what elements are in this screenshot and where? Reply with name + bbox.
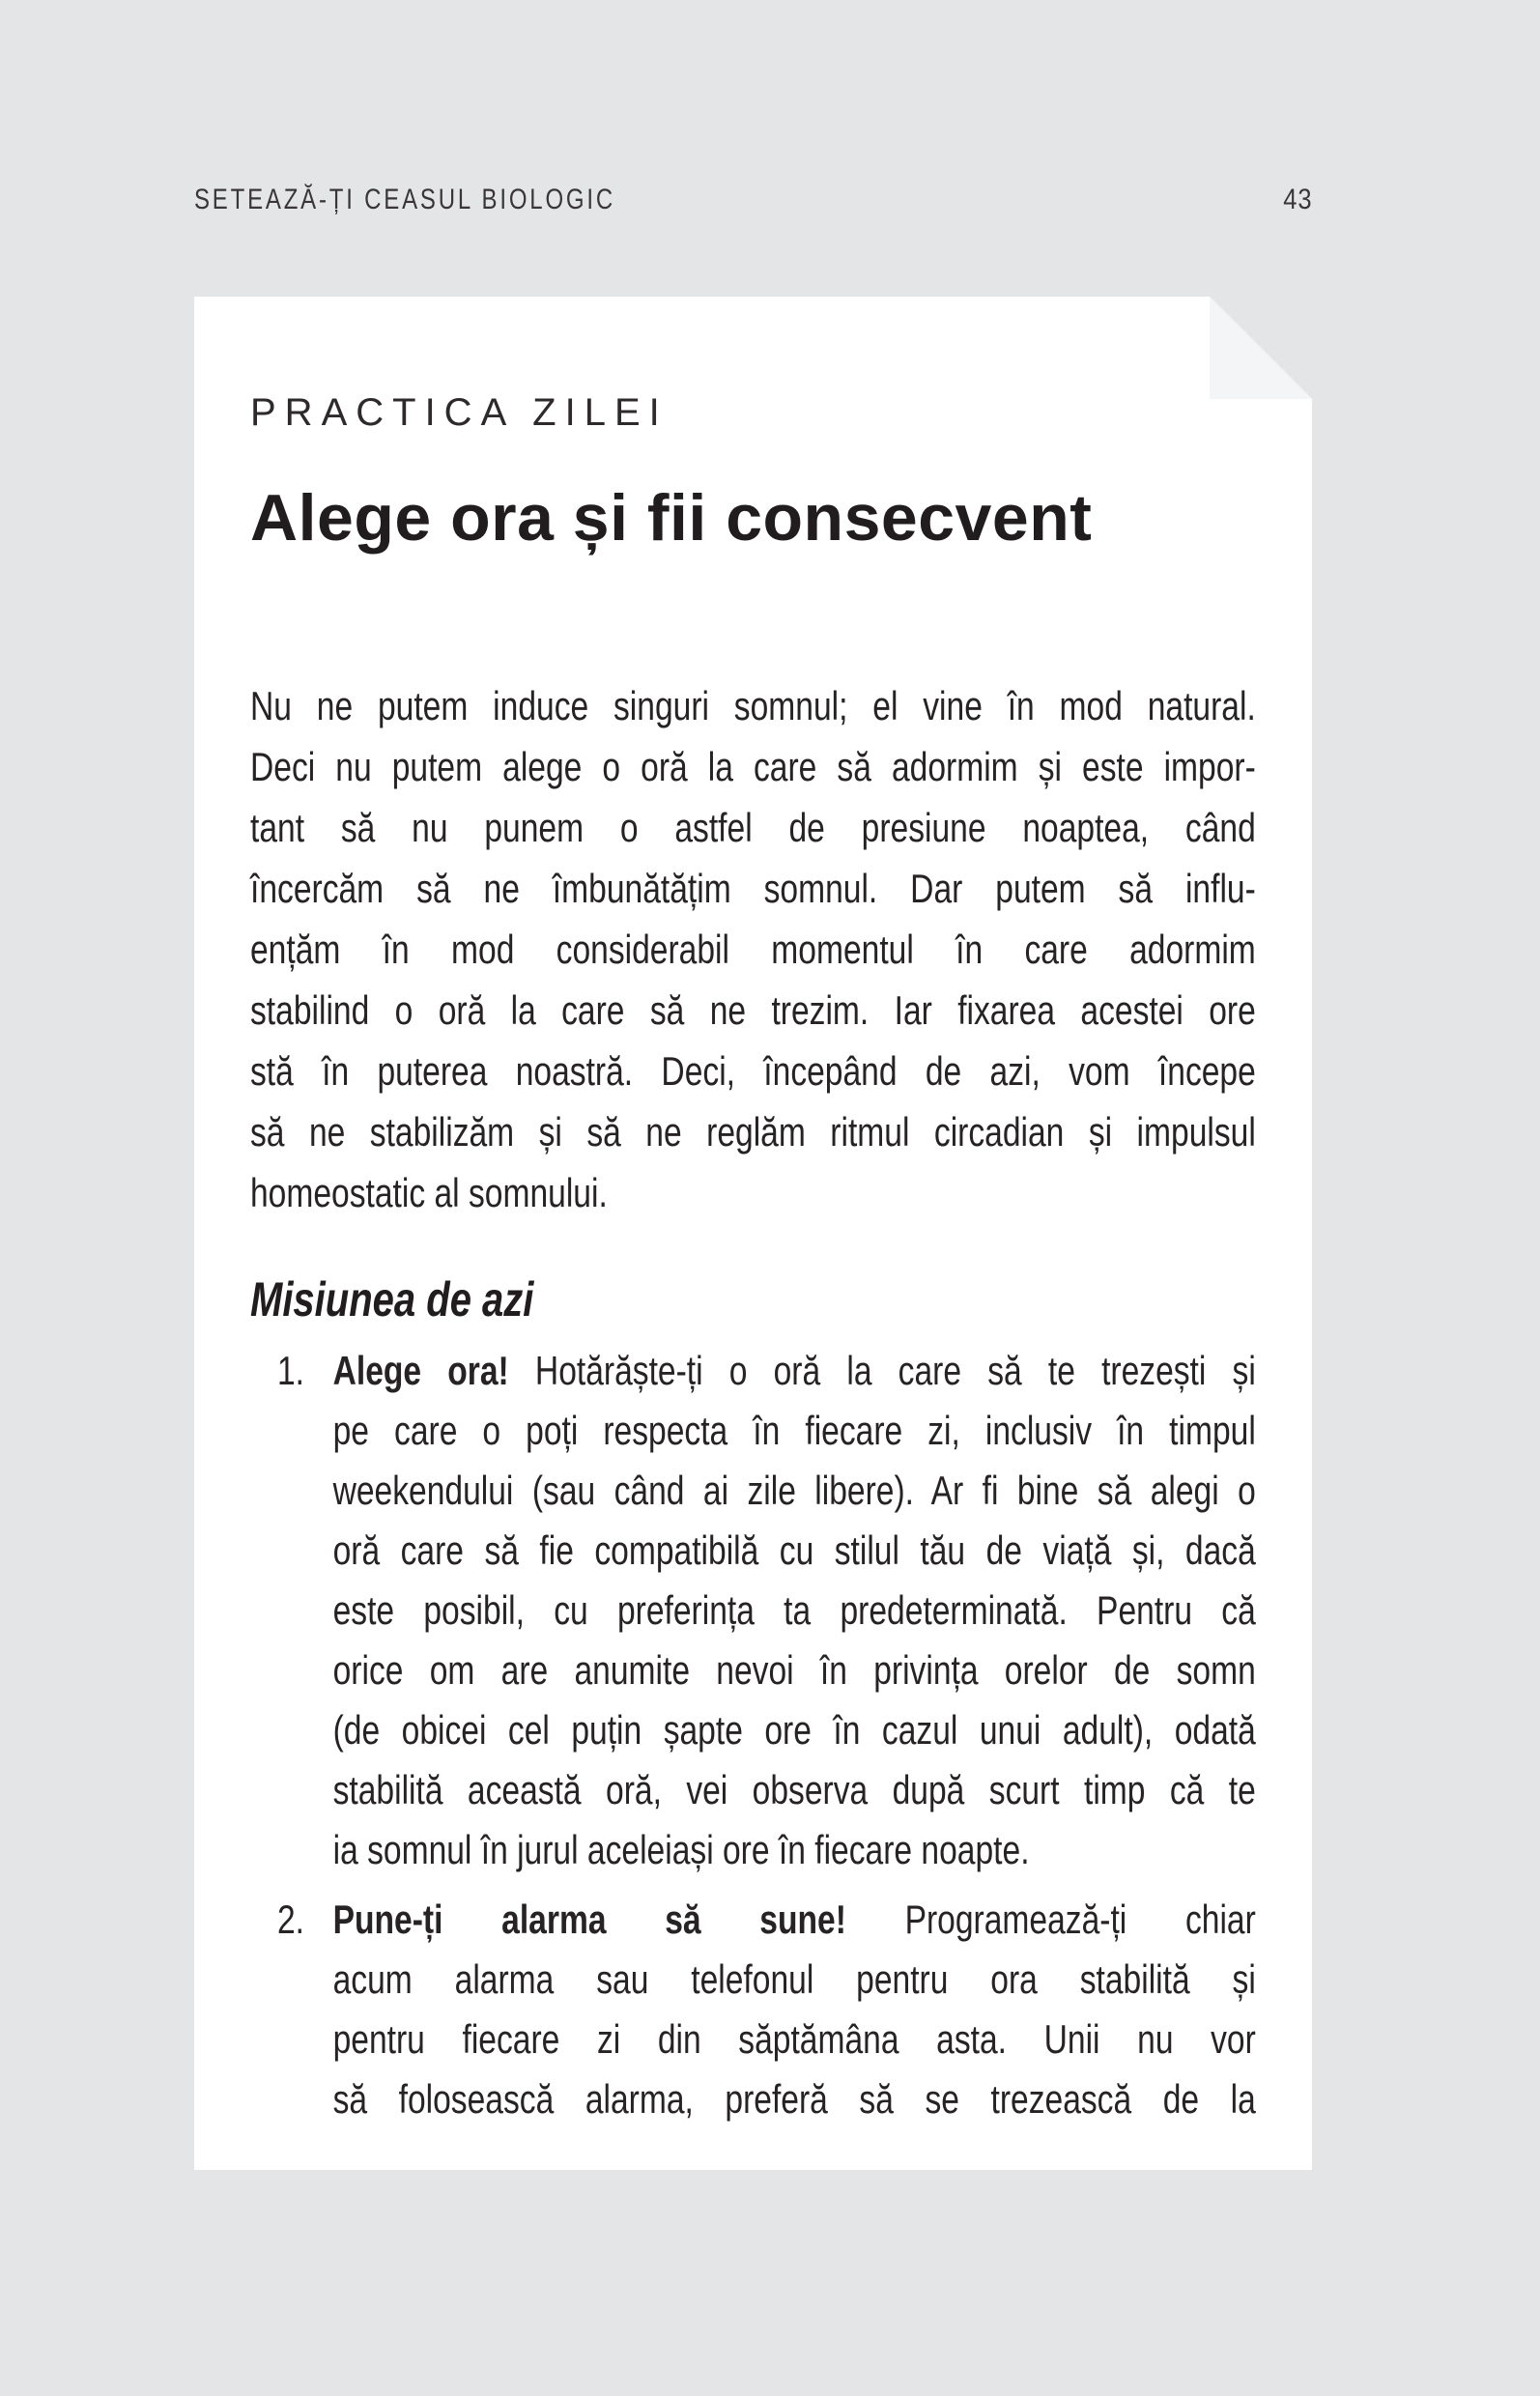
list-item-number: 2. [277, 1897, 305, 1942]
list-item-lead: Pune-ți alarma să sune! [332, 1897, 846, 1942]
paragraph-line: încercăm să ne îmbunătățim somnul. Dar putem să influ- [250, 866, 1256, 911]
list-line: ia somnul în jurul aceleiași ore în fiecare noapte. [332, 1827, 1030, 1872]
list-line: Alege ora! Hotărăște-ți o oră la care să te trezești și [332, 1348, 1256, 1393]
page-title: Alege ora și fii consecvent [250, 481, 1093, 555]
list-line: pe care o poți respecta în fiecare zi, inclusiv în timpul [332, 1408, 1256, 1453]
page-number: 43 [1282, 184, 1312, 215]
paragraph-line: stă în puterea noastră. Deci, începând de azi, vom începe [250, 1048, 1256, 1094]
list-item-lead: Alege ora! [332, 1348, 509, 1393]
list-line: oră care să fie compatibilă cu stilul tău de viață și, dacă [332, 1527, 1256, 1573]
list-line: stabilită această oră, vei observa după scurt timp că te [332, 1767, 1256, 1812]
list-item [250, 1890, 1256, 2129]
list-line: (de obicei cel puțin șapte ore în cazul unui adult), odată [332, 1707, 1256, 1753]
practice-card [194, 297, 1312, 2170]
running-title: SETEAZĂ-ȚI CEASUL BIOLOGIC [194, 184, 615, 215]
mission-heading: Misiunea de azi [250, 1272, 534, 1326]
list-line: weekendului (sau când ai zile libere). Ar fi bine să alegi o [332, 1468, 1256, 1513]
list-item-number: 1. [277, 1348, 305, 1393]
list-item [250, 1341, 1256, 1880]
list-line: orice om are anumite nevoi în privința orelor de somn [332, 1647, 1256, 1693]
list-line: acum alarma sau telefonul pentru ora stabilită și [332, 1956, 1256, 2002]
list-line: Pune-ți alarma să sune! Programează-ți chiar [332, 1897, 1256, 1942]
paragraph-line: Deci nu putem alege o oră la care să adormim și este impor- [250, 744, 1256, 789]
paragraph-line: Nu ne putem induce singuri somnul; el vine în mod natural. [250, 683, 1256, 728]
paragraph-line: homeostatic al somnului. [250, 1170, 608, 1215]
paragraph-line: ențăm în mod considerabil momentul în care adormim [250, 927, 1256, 972]
intro-paragraph [250, 675, 1256, 1223]
card-body [250, 551, 1256, 2129]
list-line: este posibil, cu preferința ta predeterminată. Pentru că [332, 1587, 1256, 1633]
folded-corner-icon [1210, 297, 1312, 399]
kicker-label: PRACTICA ZILEI [250, 391, 669, 434]
list-line: să folosească alarma, preferă să se trezească de la [332, 2076, 1256, 2122]
list-line: pentru fiecare zi din săptămâna asta. Unii nu vor [332, 2016, 1256, 2062]
numbered-list [250, 1341, 1256, 2129]
running-header [194, 184, 1312, 216]
paragraph-line: stabilind o oră la care să ne trezim. Iar fixarea acestei ore [250, 987, 1256, 1033]
paragraph-line: tant să nu punem o astfel de presiune noaptea, când [250, 805, 1256, 850]
paragraph-line: să ne stabilizăm și să ne reglăm ritmul circadian și impulsul [250, 1109, 1256, 1155]
